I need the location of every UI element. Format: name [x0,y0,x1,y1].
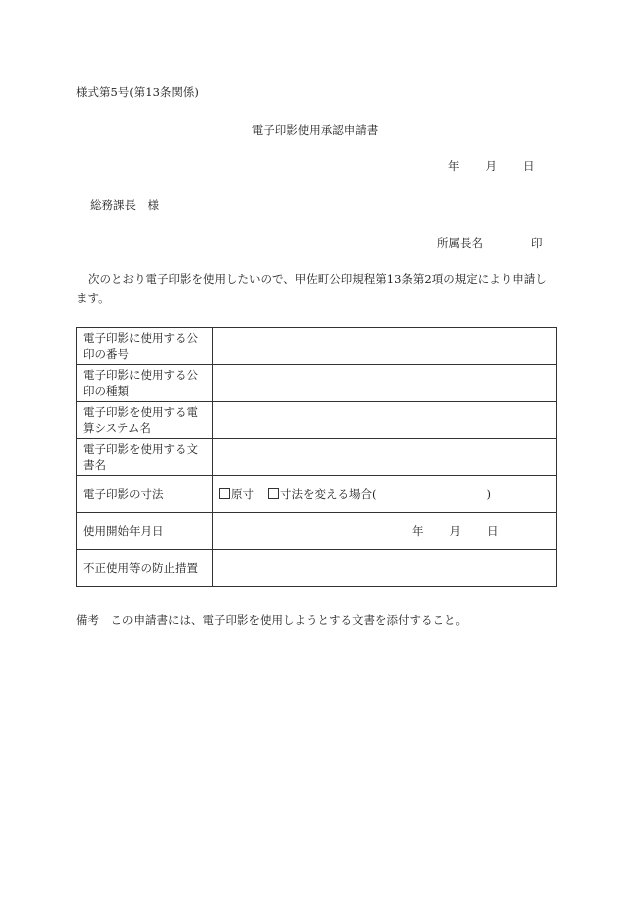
table-row [77,439,557,476]
change-size-label: 寸法を変える場合( [280,487,377,501]
seal-mark: 印 [531,236,543,250]
row-value-field[interactable] [213,402,557,439]
remarks-note: 備考 この申請書には、電子印影を使用しようとする文書を添付すること。 [76,613,467,627]
row-label: 電子印影を使用する文書名 [77,439,213,476]
table-row [77,365,557,402]
size-options-cell [213,476,557,513]
form-number: 様式第5号(第13条関係) [76,85,199,99]
row-label: 電子印影を使用する電算システム名 [77,402,213,439]
applicant-name-label: 所属長名 [437,236,483,250]
row-value-field[interactable] [213,439,557,476]
original-size-checkbox[interactable] [219,488,230,499]
close-paren: ) [486,487,491,501]
table-row [77,550,557,587]
table-row [77,402,557,439]
start-day-label: 日 [487,524,499,538]
row-label: 電子印影の寸法 [77,476,213,513]
table-row [77,476,557,513]
document-title: 電子印影使用承認申請書 [251,123,379,137]
start-year-label: 年 [412,524,424,538]
start-month-label: 月 [449,524,461,538]
row-value-field[interactable] [213,365,557,402]
row-value-field[interactable] [213,550,557,587]
change-size-checkbox[interactable] [268,488,279,499]
application-table [76,327,557,587]
row-label: 電子印影に使用する公印の番号 [77,328,213,365]
addressee: 総務課長 様 [90,198,159,212]
row-value-field[interactable] [213,328,557,365]
date-month-label: 月 [485,159,497,173]
row-label: 使用開始年月日 [77,513,213,550]
date-year-label: 年 [448,159,460,173]
date-day-label: 日 [523,159,535,173]
row-label: 電子印影に使用する公印の種類 [77,365,213,402]
original-size-label: 原寸 [231,487,254,501]
applicant-line [437,235,543,251]
body-text: 次のとおり電子印影を使用したいので、甲佐町公印規程第13条第2項の規定により申請します。 [76,272,547,305]
date-line [448,158,535,174]
start-date-cell[interactable] [213,513,557,550]
table-row [77,513,557,550]
row-label: 不正使用等の防止措置 [77,550,213,587]
table-row [77,328,557,365]
